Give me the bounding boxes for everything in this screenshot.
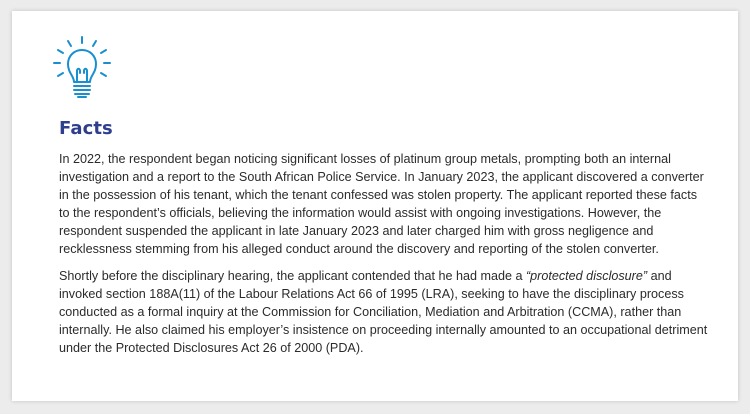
section-body [59, 150, 709, 365]
paragraph-2-start: Shortly before the disciplinary hearing, the applicant contended that he had made a [59, 268, 526, 283]
protected-disclosure-emphasis: “protected disclosure” [525, 268, 648, 283]
facts-card [12, 11, 738, 401]
lightbulb-icon [52, 35, 112, 103]
paragraph-2 [59, 267, 709, 357]
paragraph-2-end: and invoked section 188A(11) of the Labour Relations Act 66 of 1995 (LRA), seeking to have the disciplinary process conducted as a formal inquiry at the Commission for Conciliation, Mediation and Arbitration (CCMA), rather than internally. He also claimed his employer’s insistence on proceeding internally amounted to an occupational detriment under the Protected Disclosures Act 26 of 2000 (PDA). [59, 268, 708, 355]
paragraph-1: In 2022, the respondent began noticing significant losses of platinum group metals, prompting both an internal investigation and a report to the South African Police Service. In January 2023, the applicant discovered a converter in the possession of his tenant, which the tenant confessed was stolen property. The applicant reported these facts to the respondent’s officials, believing the information would assist with ongoing investigations. However, the respondent suspended the applicant in late January 2023 and later charged him with gross negligence and recklessness stemming from his alleged conduct around the discovery and reporting of the stolen converter. [59, 152, 704, 257]
section-heading: Facts [59, 118, 113, 139]
